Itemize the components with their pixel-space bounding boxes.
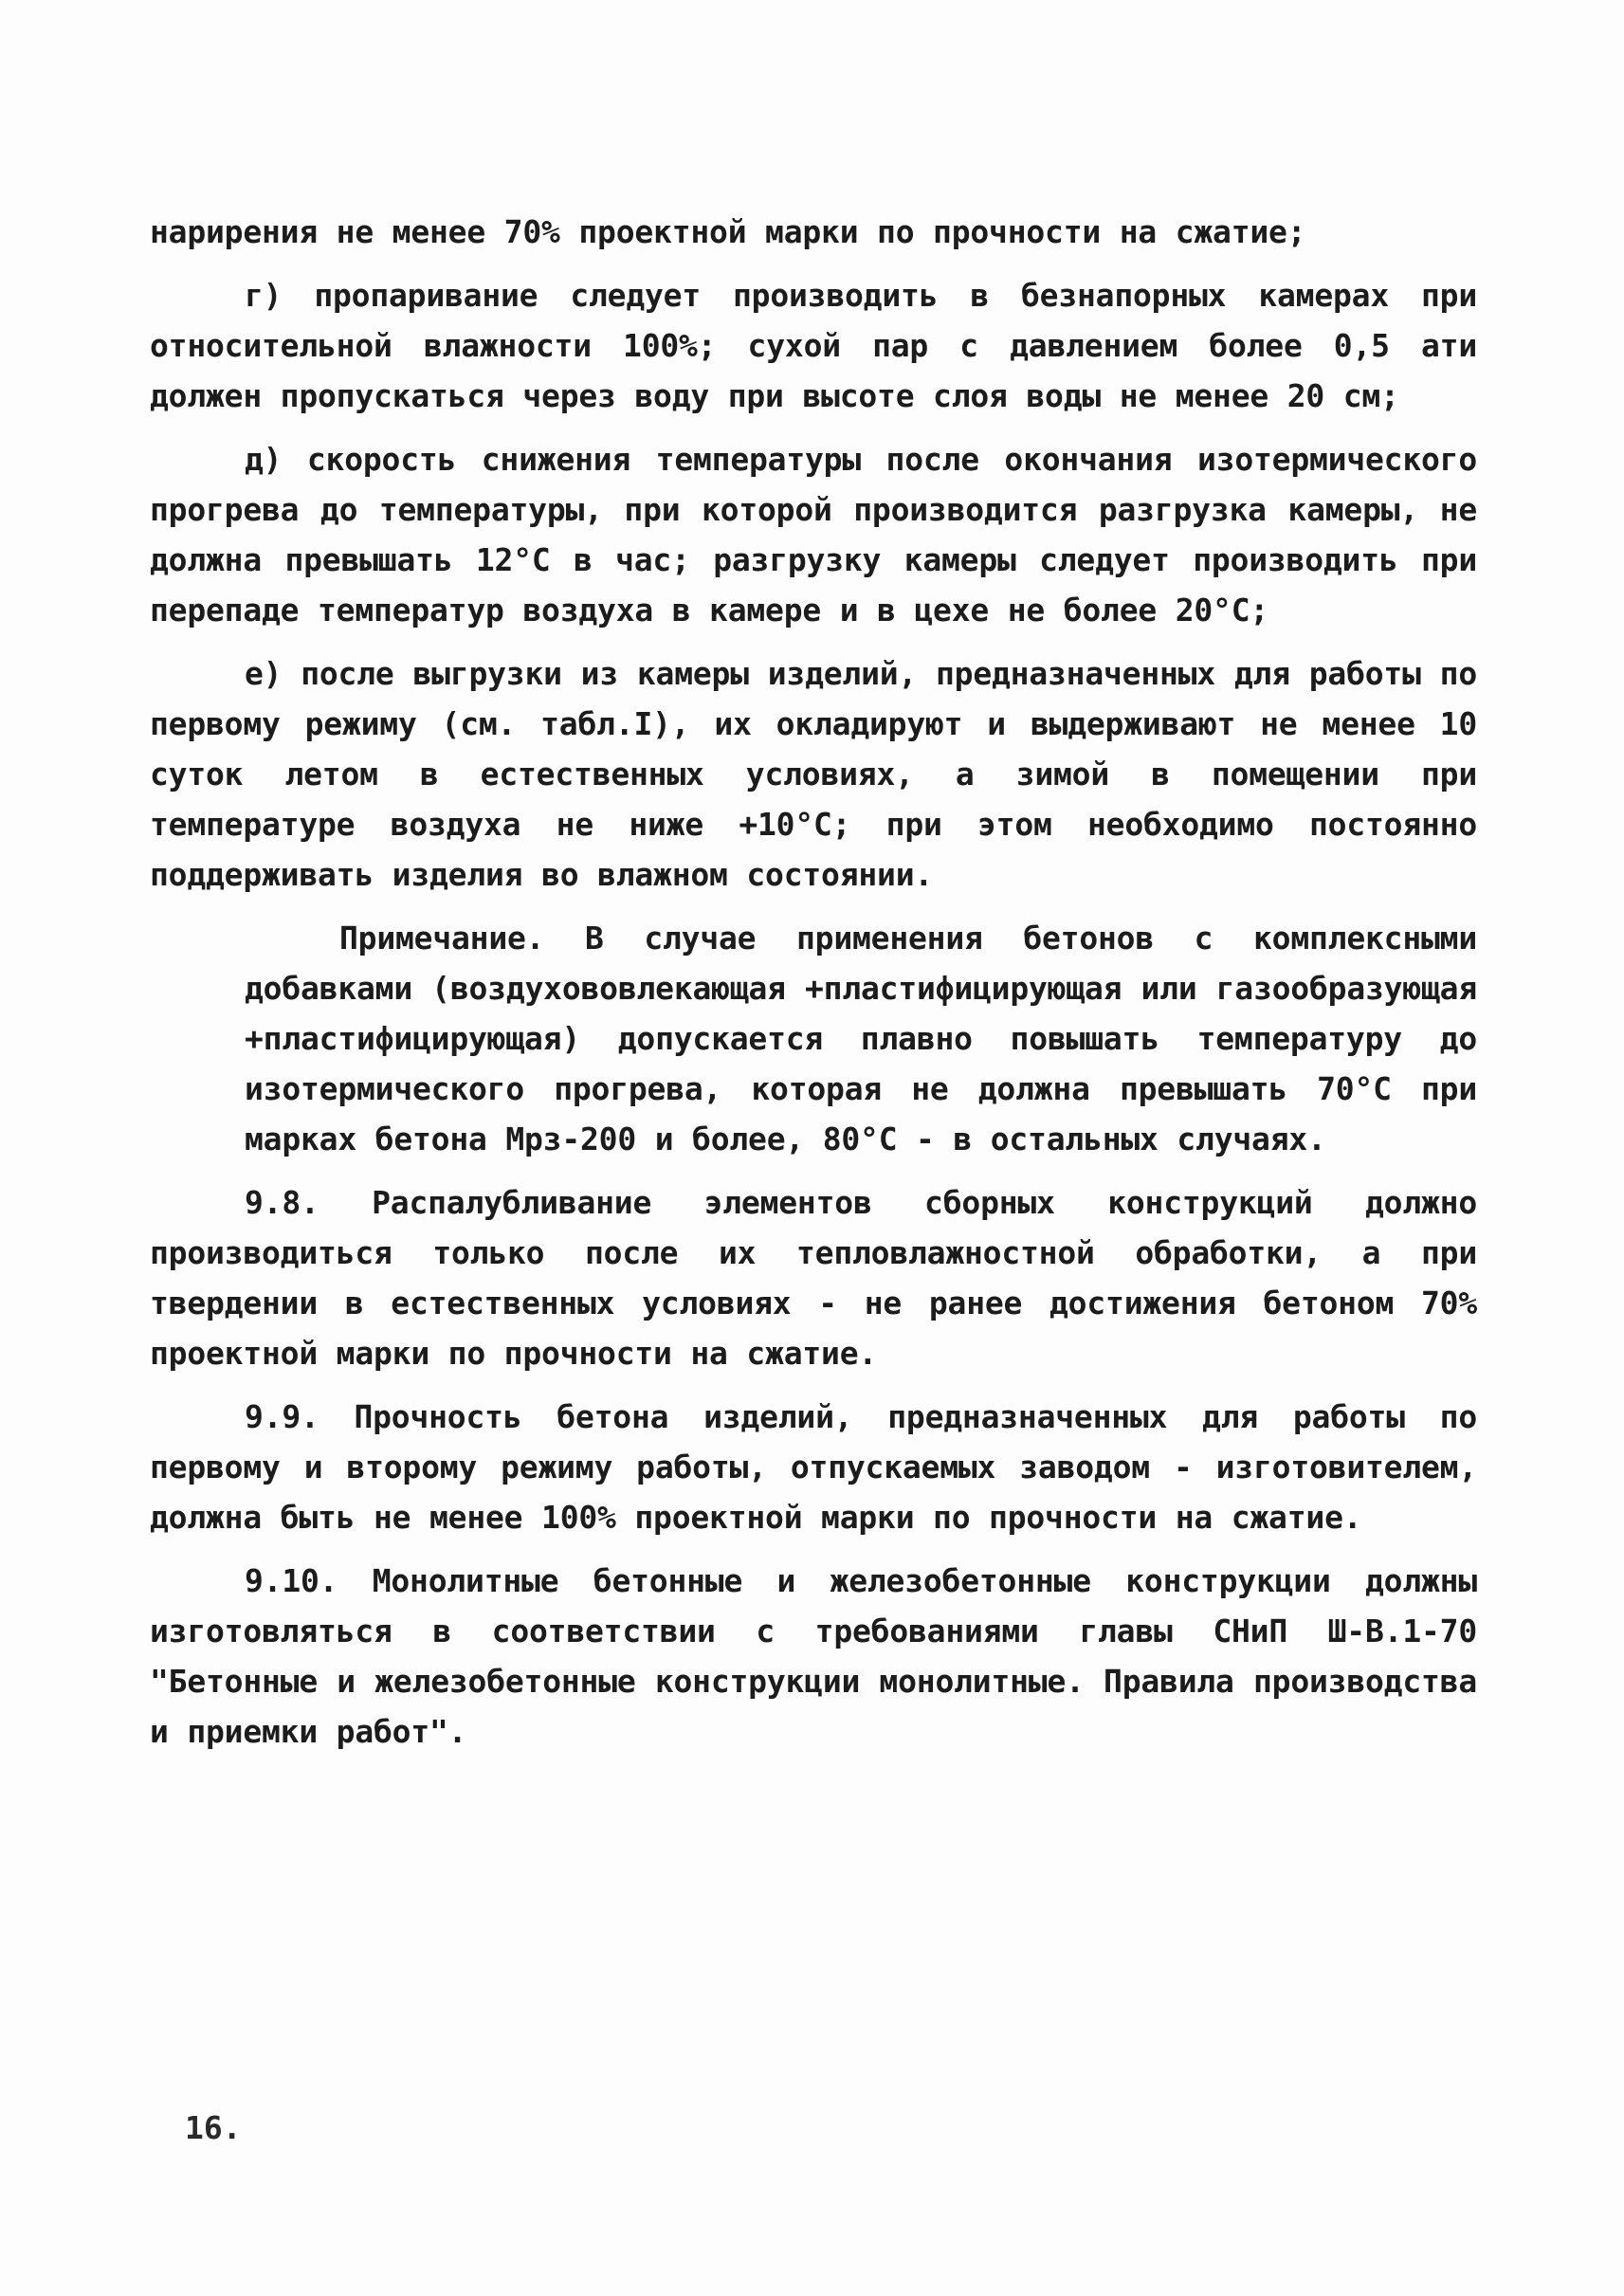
note-paragraph: Примечание. В случае применения бетонов с комплексными добавками (воздухововлекающая +пластифицирующая или газообразующая +пластифицирующая) допускается плавно повышать температуру до изотермического прогрева, которая не должна превышать 70°С при марках бетона Мрз-200 и более, 80°С - в остальных случаях. [245,920,1477,1157]
paragraph-item-e: е) после выгрузки из камеры изделий, предназначенных для работы по первому режиму (см. табл.I), их окладируют и выдерживают не менее 10 суток летом в естественных условиях, а зимой в помещении при температуре воздуха не ниже +10°С; при этом необходимо постоянно поддерживать изделия во влажном состоянии. [150,655,1477,893]
paragraph-item-d: д) скорость снижения температуры после окончания изотермического прогрева до температуры, при которой производится разгрузка камеры, не должна превышать 12°С в час; разгрузку камеры следует производить при перепаде температур воздуха в камере и в цехе не более 20°С; [150,441,1477,629]
page-number: 16. [185,2109,242,2146]
paragraph-continuation: нарирения не менее 70% проектной марки по прочности на сжатие; [150,213,1306,250]
section-9-10: 9.10. Монолитные бетонные и железобетонные конструкции должны изготовляться в соответствии с требованиями главы СНиП Ш-В.1-70 "Бетонные и железобетонные конструкции монолитные. Правила производства и приемки работ". [150,1562,1477,1750]
paragraph-item-g: г) пропаривание следует производить в безнапорных камерах при относительной влажности 100%; сухой пар с давлением более 0,5 ати должен пропускаться через воду при высоте слоя воды не менее 20 см; [150,277,1477,414]
section-9-8: 9.8. Распалубливание элементов сборных конструкций должно производиться только после их тепловлажностной обработки, а при твердении в естественных условиях - не ранее достижения бетоном 70% проектной марки по прочности на сжатие. [150,1184,1477,1372]
section-9-9: 9.9. Прочность бетона изделий, предназначенных для работы по первому и второму режиму работы, отпускаемых заводом - изготовителем, должна быть не менее 100% проектной марки по прочности на сжатие. [150,1398,1477,1536]
document-body [150,207,1477,1770]
